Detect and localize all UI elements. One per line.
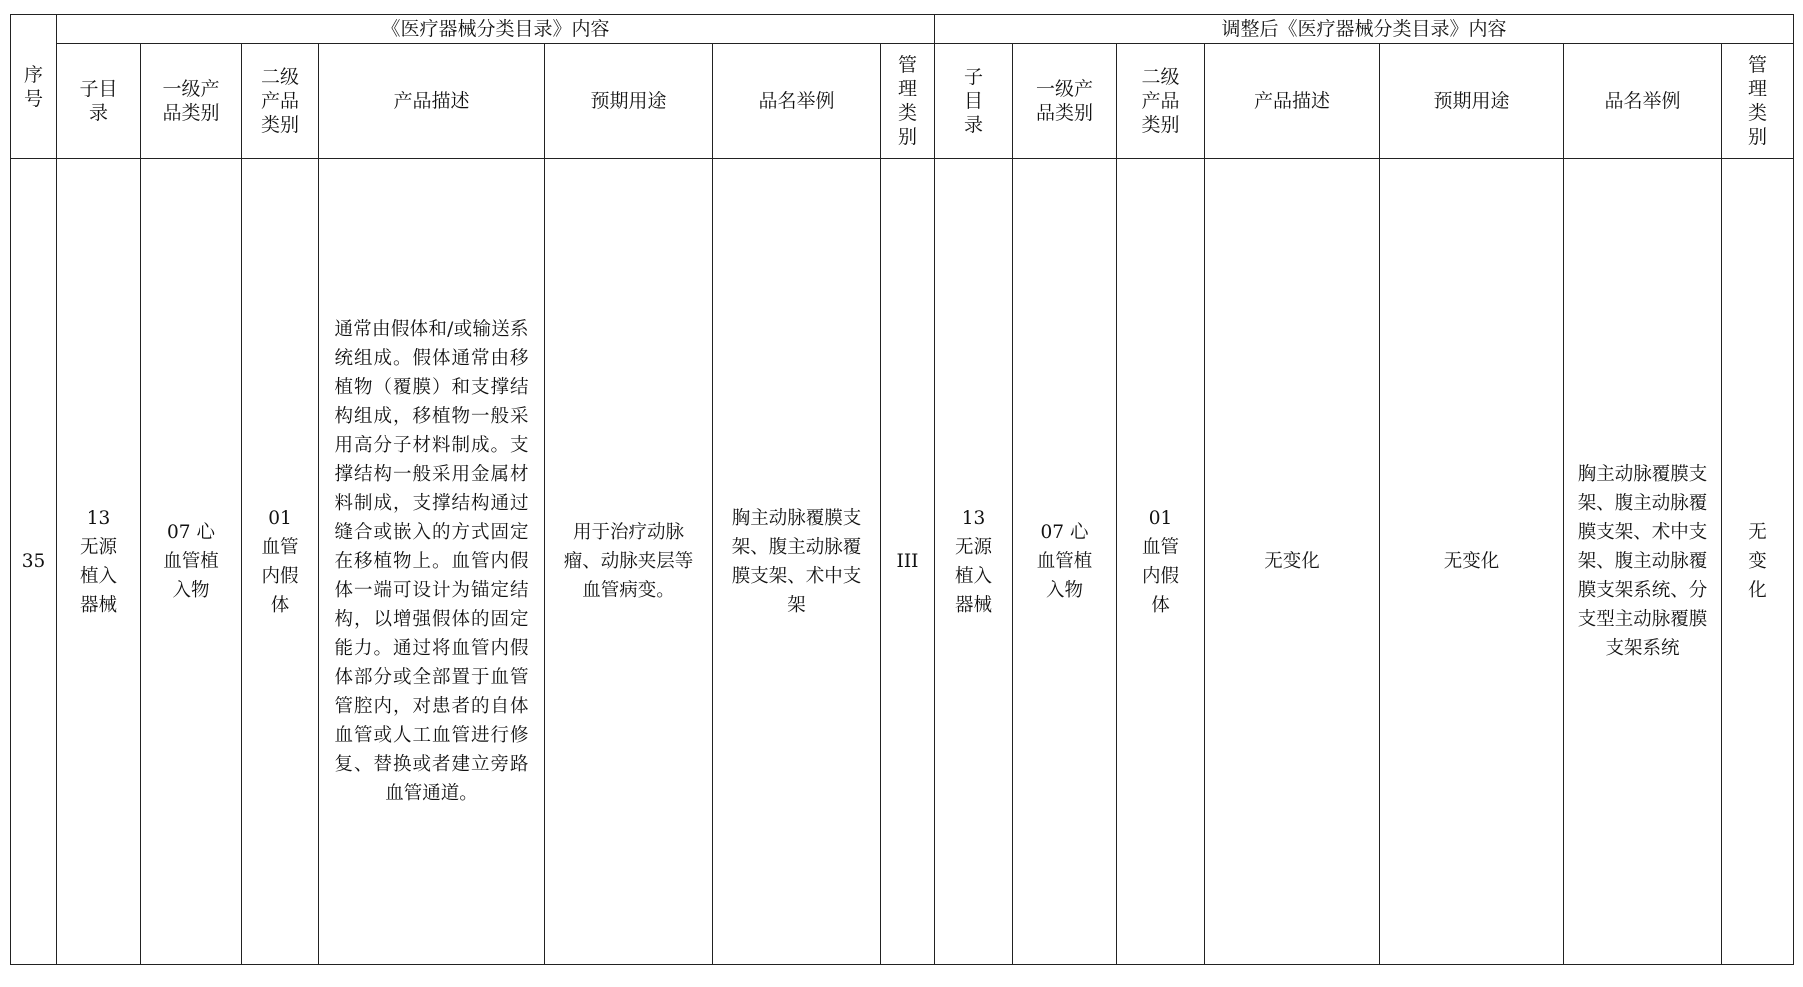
original-primary-category-cell bbox=[141, 159, 242, 965]
adjusted-description-header: 产品描述 bbox=[1205, 44, 1380, 159]
original-content-group-header: 《医疗器械分类目录》内容 bbox=[57, 15, 935, 44]
table-row bbox=[11, 159, 1794, 965]
adjusted-primary-category-header-text: 一级产品类别 bbox=[1035, 78, 1093, 124]
adjusted-management-class-header-text: 管理类别 bbox=[1747, 54, 1767, 148]
original-management-class-header-text: 管理类别 bbox=[897, 54, 917, 148]
original-intended-use-value: 用于治疗动脉瘤、动脉夹层等血管病变。 bbox=[563, 522, 694, 601]
adjusted-primary-category-header bbox=[1013, 44, 1117, 159]
adjusted-sub-catalog-cell bbox=[935, 159, 1013, 965]
original-secondary-category-header bbox=[242, 44, 319, 159]
original-intended-use-header: 预期用途 bbox=[545, 44, 713, 159]
seq-header bbox=[11, 15, 57, 159]
adjusted-examples-value: 胸主动脉覆膜支架、腹主动脉覆膜支架、术中支架、腹主动脉覆膜支架系统、分支型主动脉覆膜支架系统 bbox=[1577, 464, 1708, 659]
original-secondary-category-value: 01 血管内假体 bbox=[261, 507, 299, 616]
adjusted-management-class-cell bbox=[1722, 159, 1794, 965]
original-description-value: 通常由假体和/或输送系统组成。假体通常由移植物（覆膜）和支撑结构组成，移植物一般采用高分子材料制成。支撑结构一般采用金属材料制成，支撑结构通过缝合或嵌入的方式固定在移植物上。血管内假体一端可设计为锚定结构，以增强假体的固定能力。通过将血管内假体部分或全部置于血管管腔内，对患者的自体血管或人工血管进行修复、替换或者建立旁路血管通道。 bbox=[334, 319, 529, 804]
original-examples-header: 品名举例 bbox=[713, 44, 881, 159]
header-column-row bbox=[11, 44, 1794, 159]
original-primary-category-value: 07 心血管植入物 bbox=[163, 522, 219, 601]
header-group-row bbox=[11, 15, 1794, 44]
original-description-header: 产品描述 bbox=[319, 44, 545, 159]
adjusted-secondary-category-value: 01 血管内假体 bbox=[1141, 507, 1179, 616]
original-sub-catalog-header bbox=[57, 44, 141, 159]
adjusted-examples-header: 品名举例 bbox=[1564, 44, 1722, 159]
original-secondary-category-header-text: 二级产品类别 bbox=[260, 66, 299, 136]
adjusted-secondary-category-header bbox=[1117, 44, 1205, 159]
adjusted-description-cell: 无变化 bbox=[1205, 159, 1380, 965]
classification-adjustment-table bbox=[10, 14, 1794, 965]
original-examples-value: 胸主动脉覆膜支架、腹主动脉覆膜支架、术中支架 bbox=[731, 507, 862, 616]
adjusted-examples-cell bbox=[1564, 159, 1722, 965]
seq-cell: 35 bbox=[11, 159, 57, 965]
adjusted-sub-catalog-header bbox=[935, 44, 1013, 159]
original-sub-catalog-value: 13 无源植入器械 bbox=[79, 507, 117, 616]
original-sub-catalog-cell bbox=[57, 159, 141, 965]
adjusted-secondary-category-cell bbox=[1117, 159, 1205, 965]
adjusted-management-class-value: 无变化 bbox=[1748, 522, 1767, 601]
original-description-cell bbox=[319, 159, 545, 965]
adjusted-sub-catalog-value: 13 无源植入器械 bbox=[954, 507, 992, 616]
original-primary-category-header bbox=[141, 44, 242, 159]
original-primary-category-header-text: 一级产品类别 bbox=[162, 78, 220, 124]
adjusted-intended-use-header: 预期用途 bbox=[1380, 44, 1564, 159]
adjusted-management-class-header bbox=[1722, 44, 1794, 159]
original-management-class-cell: III bbox=[881, 159, 935, 965]
original-intended-use-cell bbox=[545, 159, 713, 965]
adjusted-primary-category-value: 07 心血管植入物 bbox=[1036, 522, 1093, 601]
adjusted-primary-category-cell bbox=[1013, 159, 1117, 965]
adjusted-content-group-header: 调整后《医疗器械分类目录》内容 bbox=[935, 15, 1794, 44]
adjusted-sub-catalog-header-text: 子目录 bbox=[963, 66, 983, 136]
seq-header-text: 序号 bbox=[23, 63, 43, 110]
original-secondary-category-cell bbox=[242, 159, 319, 965]
original-sub-catalog-header-text: 子目录 bbox=[79, 78, 118, 124]
adjusted-secondary-category-header-text: 二级产品类别 bbox=[1141, 66, 1180, 136]
adjusted-intended-use-cell: 无变化 bbox=[1380, 159, 1564, 965]
original-examples-cell bbox=[713, 159, 881, 965]
original-management-class-header bbox=[881, 44, 935, 159]
